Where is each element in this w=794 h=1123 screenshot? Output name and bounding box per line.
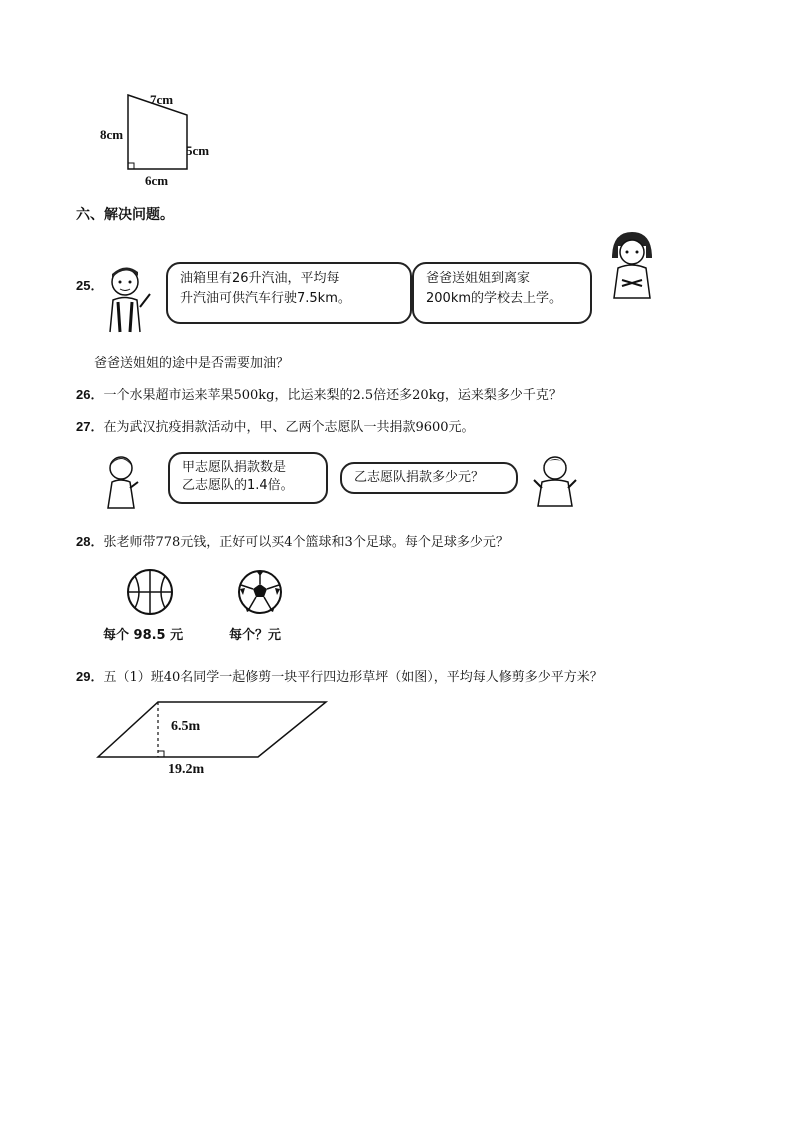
q28-number: 28． (76, 534, 104, 549)
trapezoid-top-label: 7cm (150, 92, 174, 107)
girl-illustration-2 (100, 452, 142, 510)
q25-bubble-right-line1: 爸爸送姐姐到离家 (426, 271, 531, 286)
q28 (76, 531, 509, 550)
basketball-price-label: 每个 98.5 元 (103, 628, 184, 643)
soccer-ball-icon (237, 569, 283, 615)
parallelogram-shape (95, 698, 335, 768)
q25-number: 25． (76, 278, 104, 293)
q27-bubble-left-line1: 甲志愿队捐款数是 (182, 460, 287, 475)
q29-number: 29． (76, 669, 104, 684)
q27-bubble-right-text: 乙志愿队捐款多少元？ (354, 470, 485, 485)
section-title: 六、解决问题。 (76, 207, 174, 223)
trapezoid-right-label: 5cm (186, 143, 210, 158)
q27-number: 27． (76, 419, 104, 434)
q25-question: 爸爸送姐姐的途中是否需要加油？ (94, 356, 290, 371)
parallelogram-base-label: 19.2m (168, 762, 205, 777)
q29-text: 五（1）班40名同学一起修剪一块平行四边形草坪（如图），平均每人修剪多少平方米？ (103, 670, 603, 685)
q27-bubble-right (340, 462, 518, 494)
q25-bubble-left-line2: 升汽油可供汽车行驶7.5km。 (180, 291, 351, 306)
q25-bubble-left (166, 262, 412, 324)
soccer-price-label: 每个？元 (229, 628, 282, 643)
q26 (76, 384, 562, 403)
q26-number: 26． (76, 387, 104, 402)
q29 (76, 666, 603, 685)
parallelogram-height-label: 6.5m (171, 719, 201, 734)
q25-bubble-right (412, 262, 592, 324)
basketball-icon (125, 567, 175, 617)
parallelogram-figure (95, 698, 335, 768)
q27-text: 在为武汉抗疫捐款活动中，甲、乙两个志愿队一共捐款9600元。 (103, 420, 475, 435)
q27 (76, 416, 475, 435)
girl-illustration (606, 230, 658, 300)
boy-illustration (100, 262, 158, 334)
q28-text: 张老师带778元钱，正好可以买4个篮球和3个足球。每个足球多少元？ (103, 535, 509, 550)
q27-bubble-left (168, 452, 328, 504)
q25-bubble-left-line1: 油箱里有26升汽油，平均每 (180, 271, 340, 286)
q27-bubble-left-line2: 乙志愿队的1.4倍。 (182, 478, 294, 493)
q26-text: 一个水果超市运来苹果500kg，比运来梨的2.5倍还多20kg，运来梨多少千克？ (103, 388, 562, 403)
q25-bubble-right-line2: 200km的学校去上学。 (426, 291, 563, 306)
trapezoid-bottom-label: 6cm (145, 173, 169, 188)
trapezoid-left-label: 8cm (100, 127, 124, 142)
boy-illustration-2 (530, 452, 580, 508)
